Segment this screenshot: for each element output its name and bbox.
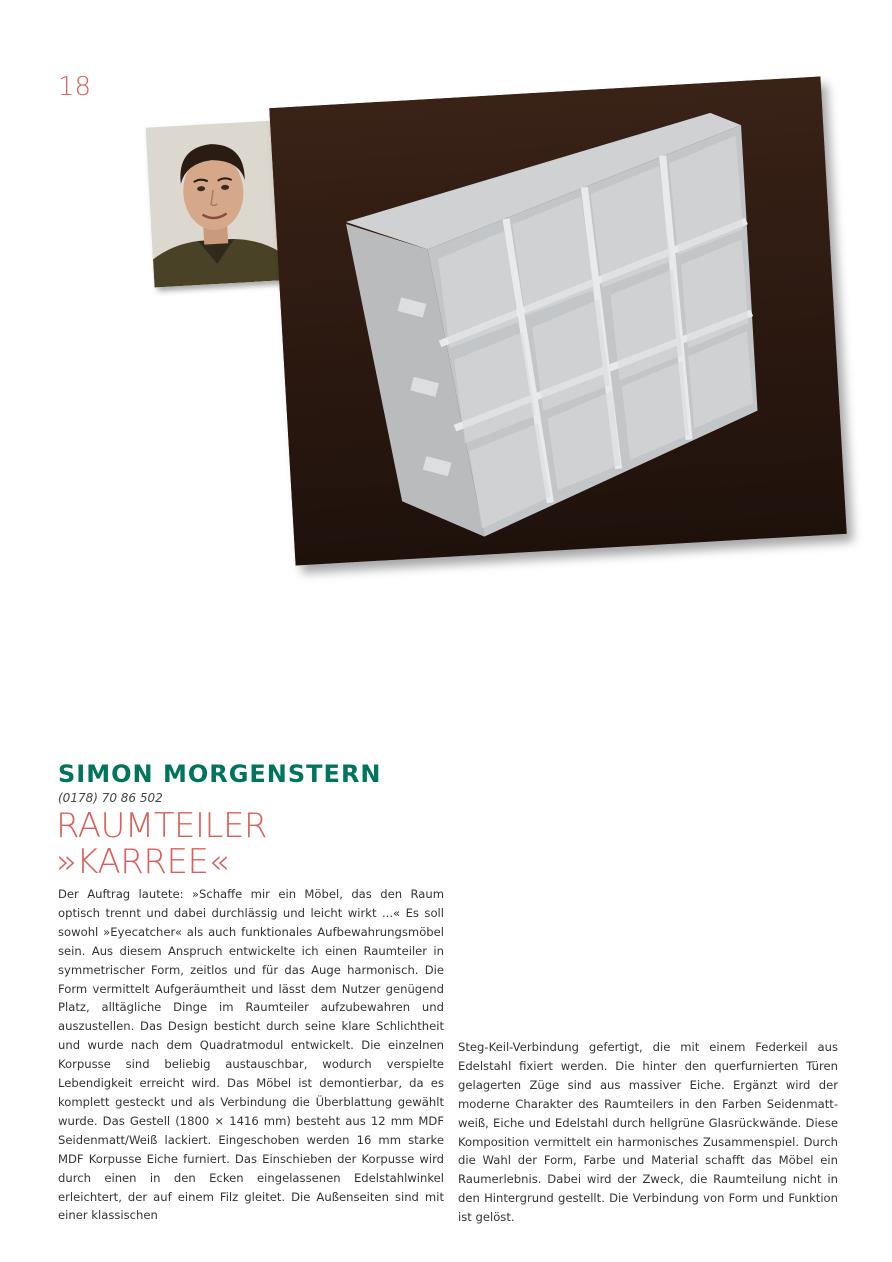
designer-phone: (0178) 70 86 502 <box>58 791 163 805</box>
designer-name: SIMON MORGENSTERN <box>58 760 382 788</box>
project-title-line-2: »KARREE« <box>56 842 229 882</box>
project-title-line-1: RAUMTEILER <box>56 806 268 846</box>
body-text-left-column: Der Auftrag lautete: »Schaffe mir ein Möbel, das den Raum optisch trennt und dabei durchlässig und leicht wirkt ...« Es soll sowohl »Eyecatcher« als auch funktionales Aufbewahrungsmöbel sein. Aus diesem Anspruch entwickelte ich einen Raumteiler in symmetrischer Form, zeitlos und für das Auge harmonisch. Die Form vermittelt Aufgeräumtheit und lässt dem Nutzer genügend Platz, alltägliche Dinge im Raumteiler aufzubewahren und auszustellen. Das Design besticht durch seine klare Schlichtheit und wurde nach dem Quadratmodul entwickelt. Die einzelnen Korpusse sind beliebig austauschbar, wodurch verspielte Lebendigkeit erreicht wird. Das Möbel ist demontierbar, da es komplett gesteckt und als Verbindung die Überblattung gewählt wurde. Das Gestell (1800 × 1416 mm) besteht aus 12 mm MDF Seidenmatt/Weiß lackiert. Eingeschoben werden 16 mm starke MDF Korpusse Eiche furniert. Das Einschieben der Korpusse wird durch einen in den Ecken eingelassenen Edelstahlwinkel erleichtert, der auf einem Filz gleitet. Die Außenseiten sind mit einer klassischen <box>58 887 444 1223</box>
room-divider-image <box>269 76 846 565</box>
designer-portrait <box>146 121 283 288</box>
page-number: 18 <box>58 72 92 102</box>
product-photo <box>269 76 846 565</box>
body-text-right-column: Steg-Keil-Verbindung gefertigt, die mit einem Federkeil aus Edelstahl fixiert werden. Die hinter den querfurnierten Türen gelagerten Züge sind aus massiver Eiche. Ergänzt wird der moderne Charakter des Raumteilers in den Farben Seidenmatt-weiß, Eiche und Edelstahl durch hellgrüne Glasrückwände. Diese Komposition vermittelt ein harmonisches Zusammenspiel. Durch die Wahl der Form, Farbe und Material schafft das Möbel ein Raumerlebnis. Dabei wird der Zweck, die Raumteilung nicht in den Hintergrund gestellt. Die Verbindung von Form und Funktion ist gelöst. <box>458 1040 838 1225</box>
portrait-image <box>146 121 283 288</box>
project-title <box>56 808 267 880</box>
